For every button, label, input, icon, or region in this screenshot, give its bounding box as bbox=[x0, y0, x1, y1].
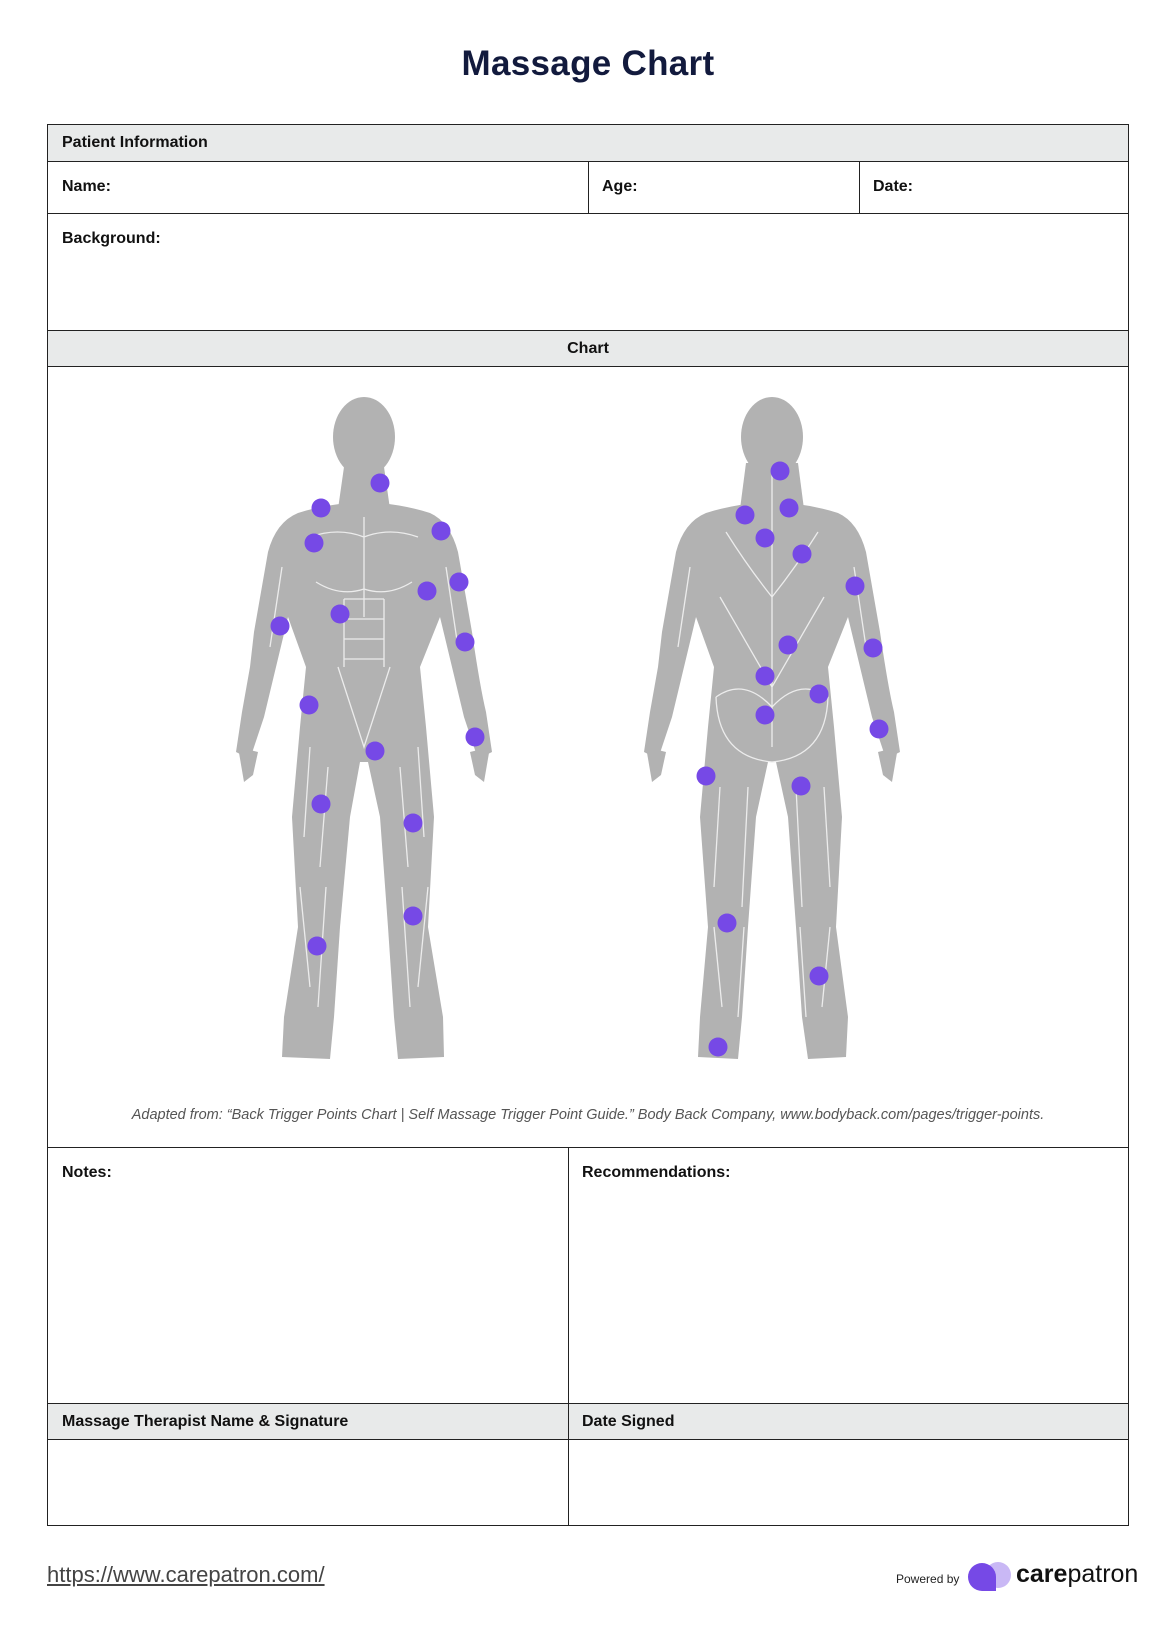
patient-details-row bbox=[48, 162, 1128, 214]
trigger-point[interactable] bbox=[792, 777, 811, 796]
name-label: Name: bbox=[62, 178, 111, 195]
patient-info-header bbox=[48, 125, 1128, 162]
divider bbox=[568, 1404, 569, 1439]
trigger-point[interactable] bbox=[709, 1038, 728, 1057]
trigger-point[interactable] bbox=[371, 474, 390, 493]
trigger-point[interactable] bbox=[810, 685, 829, 704]
massage-chart-form bbox=[47, 124, 1129, 1526]
trigger-point[interactable] bbox=[846, 577, 865, 596]
notes-field[interactable] bbox=[48, 1148, 568, 1403]
trigger-point[interactable] bbox=[404, 814, 423, 833]
date-label: Date: bbox=[873, 178, 914, 195]
trigger-point[interactable] bbox=[271, 617, 290, 636]
trigger-point[interactable] bbox=[771, 462, 790, 481]
trigger-point[interactable] bbox=[312, 499, 331, 518]
chart-area bbox=[48, 367, 1128, 1148]
trigger-point[interactable] bbox=[404, 907, 423, 926]
trigger-point[interactable] bbox=[305, 534, 324, 553]
trigger-point[interactable] bbox=[756, 529, 775, 548]
trigger-point[interactable] bbox=[697, 767, 716, 786]
notes-row bbox=[48, 1148, 1128, 1404]
brand-rest: patron bbox=[1067, 1560, 1139, 1588]
age-field[interactable] bbox=[588, 162, 859, 213]
date-signed-label: Date Signed bbox=[582, 1413, 675, 1430]
background-label: Background: bbox=[62, 230, 161, 247]
background-field[interactable] bbox=[48, 214, 1128, 331]
recommendations-field[interactable] bbox=[568, 1148, 1129, 1403]
therapist-label: Massage Therapist Name & Signature bbox=[62, 1413, 349, 1430]
carepatron-logo-icon bbox=[966, 1561, 1014, 1593]
trigger-point[interactable] bbox=[308, 937, 327, 956]
chart-caption: Adapted from: “Back Trigger Points Chart | Self Massage Trigger Point Guide.” Body Back Company, www.bodyback.com/pages/trigger-points. bbox=[131, 1107, 1045, 1123]
trigger-point[interactable] bbox=[418, 582, 437, 601]
trigger-point[interactable] bbox=[864, 639, 883, 658]
notes-label: Notes: bbox=[62, 1164, 112, 1181]
trigger-point[interactable] bbox=[466, 728, 485, 747]
chart-title: Chart bbox=[567, 340, 609, 357]
patient-info-title: Patient Information bbox=[62, 134, 208, 151]
brand-bold: care bbox=[1016, 1560, 1068, 1588]
carepatron-brand bbox=[1016, 1560, 1138, 1589]
signature-row bbox=[48, 1440, 1128, 1525]
front-body-figure bbox=[236, 397, 492, 1059]
therapist-signature-field[interactable] bbox=[48, 1440, 568, 1525]
date-field[interactable] bbox=[859, 162, 1129, 213]
trigger-point[interactable] bbox=[432, 522, 451, 541]
age-label: Age: bbox=[602, 178, 638, 195]
trigger-point[interactable] bbox=[810, 967, 829, 986]
page-title: Massage Chart bbox=[461, 44, 715, 83]
trigger-point[interactable] bbox=[718, 914, 737, 933]
trigger-point[interactable] bbox=[870, 720, 889, 739]
trigger-point[interactable] bbox=[300, 696, 319, 715]
carepatron-link[interactable]: https://www.carepatron.com/ bbox=[47, 1562, 325, 1587]
trigger-point[interactable] bbox=[779, 636, 798, 655]
trigger-point[interactable] bbox=[756, 667, 775, 686]
chart-header bbox=[48, 331, 1128, 367]
trigger-point[interactable] bbox=[780, 499, 799, 518]
recommendations-label: Recommendations: bbox=[582, 1164, 731, 1181]
body-figures bbox=[48, 367, 1128, 1097]
trigger-point[interactable] bbox=[366, 742, 385, 761]
trigger-point[interactable] bbox=[450, 573, 469, 592]
powered-by-label: Powered by bbox=[896, 1572, 960, 1586]
trigger-point[interactable] bbox=[456, 633, 475, 652]
signature-header bbox=[48, 1404, 1128, 1440]
trigger-point[interactable] bbox=[756, 706, 775, 725]
trigger-point[interactable] bbox=[736, 506, 755, 525]
trigger-point[interactable] bbox=[331, 605, 350, 624]
trigger-point[interactable] bbox=[793, 545, 812, 564]
date-signed-field[interactable] bbox=[568, 1440, 1129, 1525]
name-field[interactable] bbox=[48, 162, 588, 213]
trigger-point[interactable] bbox=[312, 795, 331, 814]
